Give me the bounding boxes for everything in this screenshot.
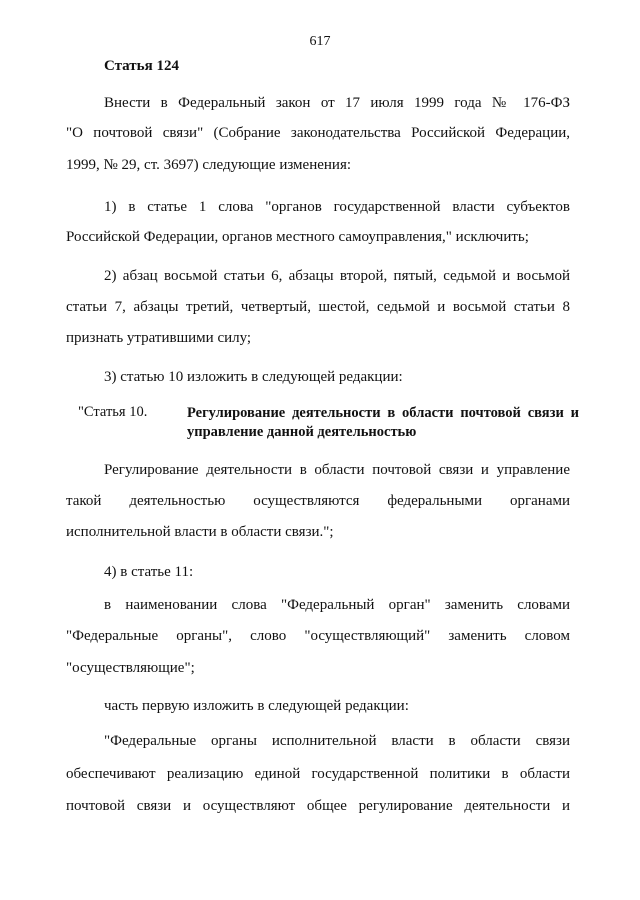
para1-line3: 1999, № 29, ст. 3697) следующие изменения: (66, 157, 352, 173)
article10-label: "Статья 10. (78, 404, 148, 420)
quote-line2: обеспечивают реализацию единой государственной политики в области (66, 766, 570, 782)
para1-line2: "О почтовой связи" (Собрание законодательства Российской Федерации, (66, 125, 570, 141)
item3-text: 3) статью 10 изложить в следующей редакции: (104, 369, 403, 385)
item2-line1: 2) абзац восьмой статьи 6, абзацы второй, пятый, седьмой и восьмой (104, 268, 570, 284)
item4b-text: часть первую изложить в следующей редакции: (104, 698, 409, 714)
item4a-line3: "осуществляющие"; (66, 660, 195, 676)
quote-line3: почтовой связи и осуществляют общее регулирование деятельности и (66, 798, 570, 814)
article10-text-line1: Регулирование деятельности в области почтовой связи и управление (104, 462, 570, 478)
item1-line1: 1) в статье 1 слова "органов государственной власти субъектов (104, 199, 570, 215)
item4-text: 4) в статье 11: (104, 564, 194, 580)
item2-line3: признать утратившими силу; (66, 330, 252, 346)
item2-line2: статьи 7, абзацы третий, четвертый, шестой, седьмой и восьмой статьи 8 (66, 299, 570, 315)
item4a-line2: "Федеральные органы", слово "осуществляющий" заменить словом (66, 628, 570, 644)
quote-line1: "Федеральные органы исполнительной власти в области связи (104, 733, 570, 749)
item4a-line1: в наименовании слова "Федеральный орган" заменить словами (104, 597, 570, 613)
article-title: Статья 124 (104, 58, 179, 74)
page-number: 617 (309, 34, 331, 49)
article10-heading: Регулирование деятельности в области почтовой связи и управление данной деятельностью (187, 405, 579, 440)
item1-line2: Российской Федерации, органов местного самоуправления," исключить; (66, 229, 529, 245)
article10-text-line2: такой деятельностью осуществляются федеральными органами (66, 493, 570, 509)
para1-line1: Внести в Федеральный закон от 17 июля 1999 года № 176-ФЗ (104, 95, 570, 111)
article10-text-line3: исполнительной власти в области связи."; (66, 524, 334, 540)
